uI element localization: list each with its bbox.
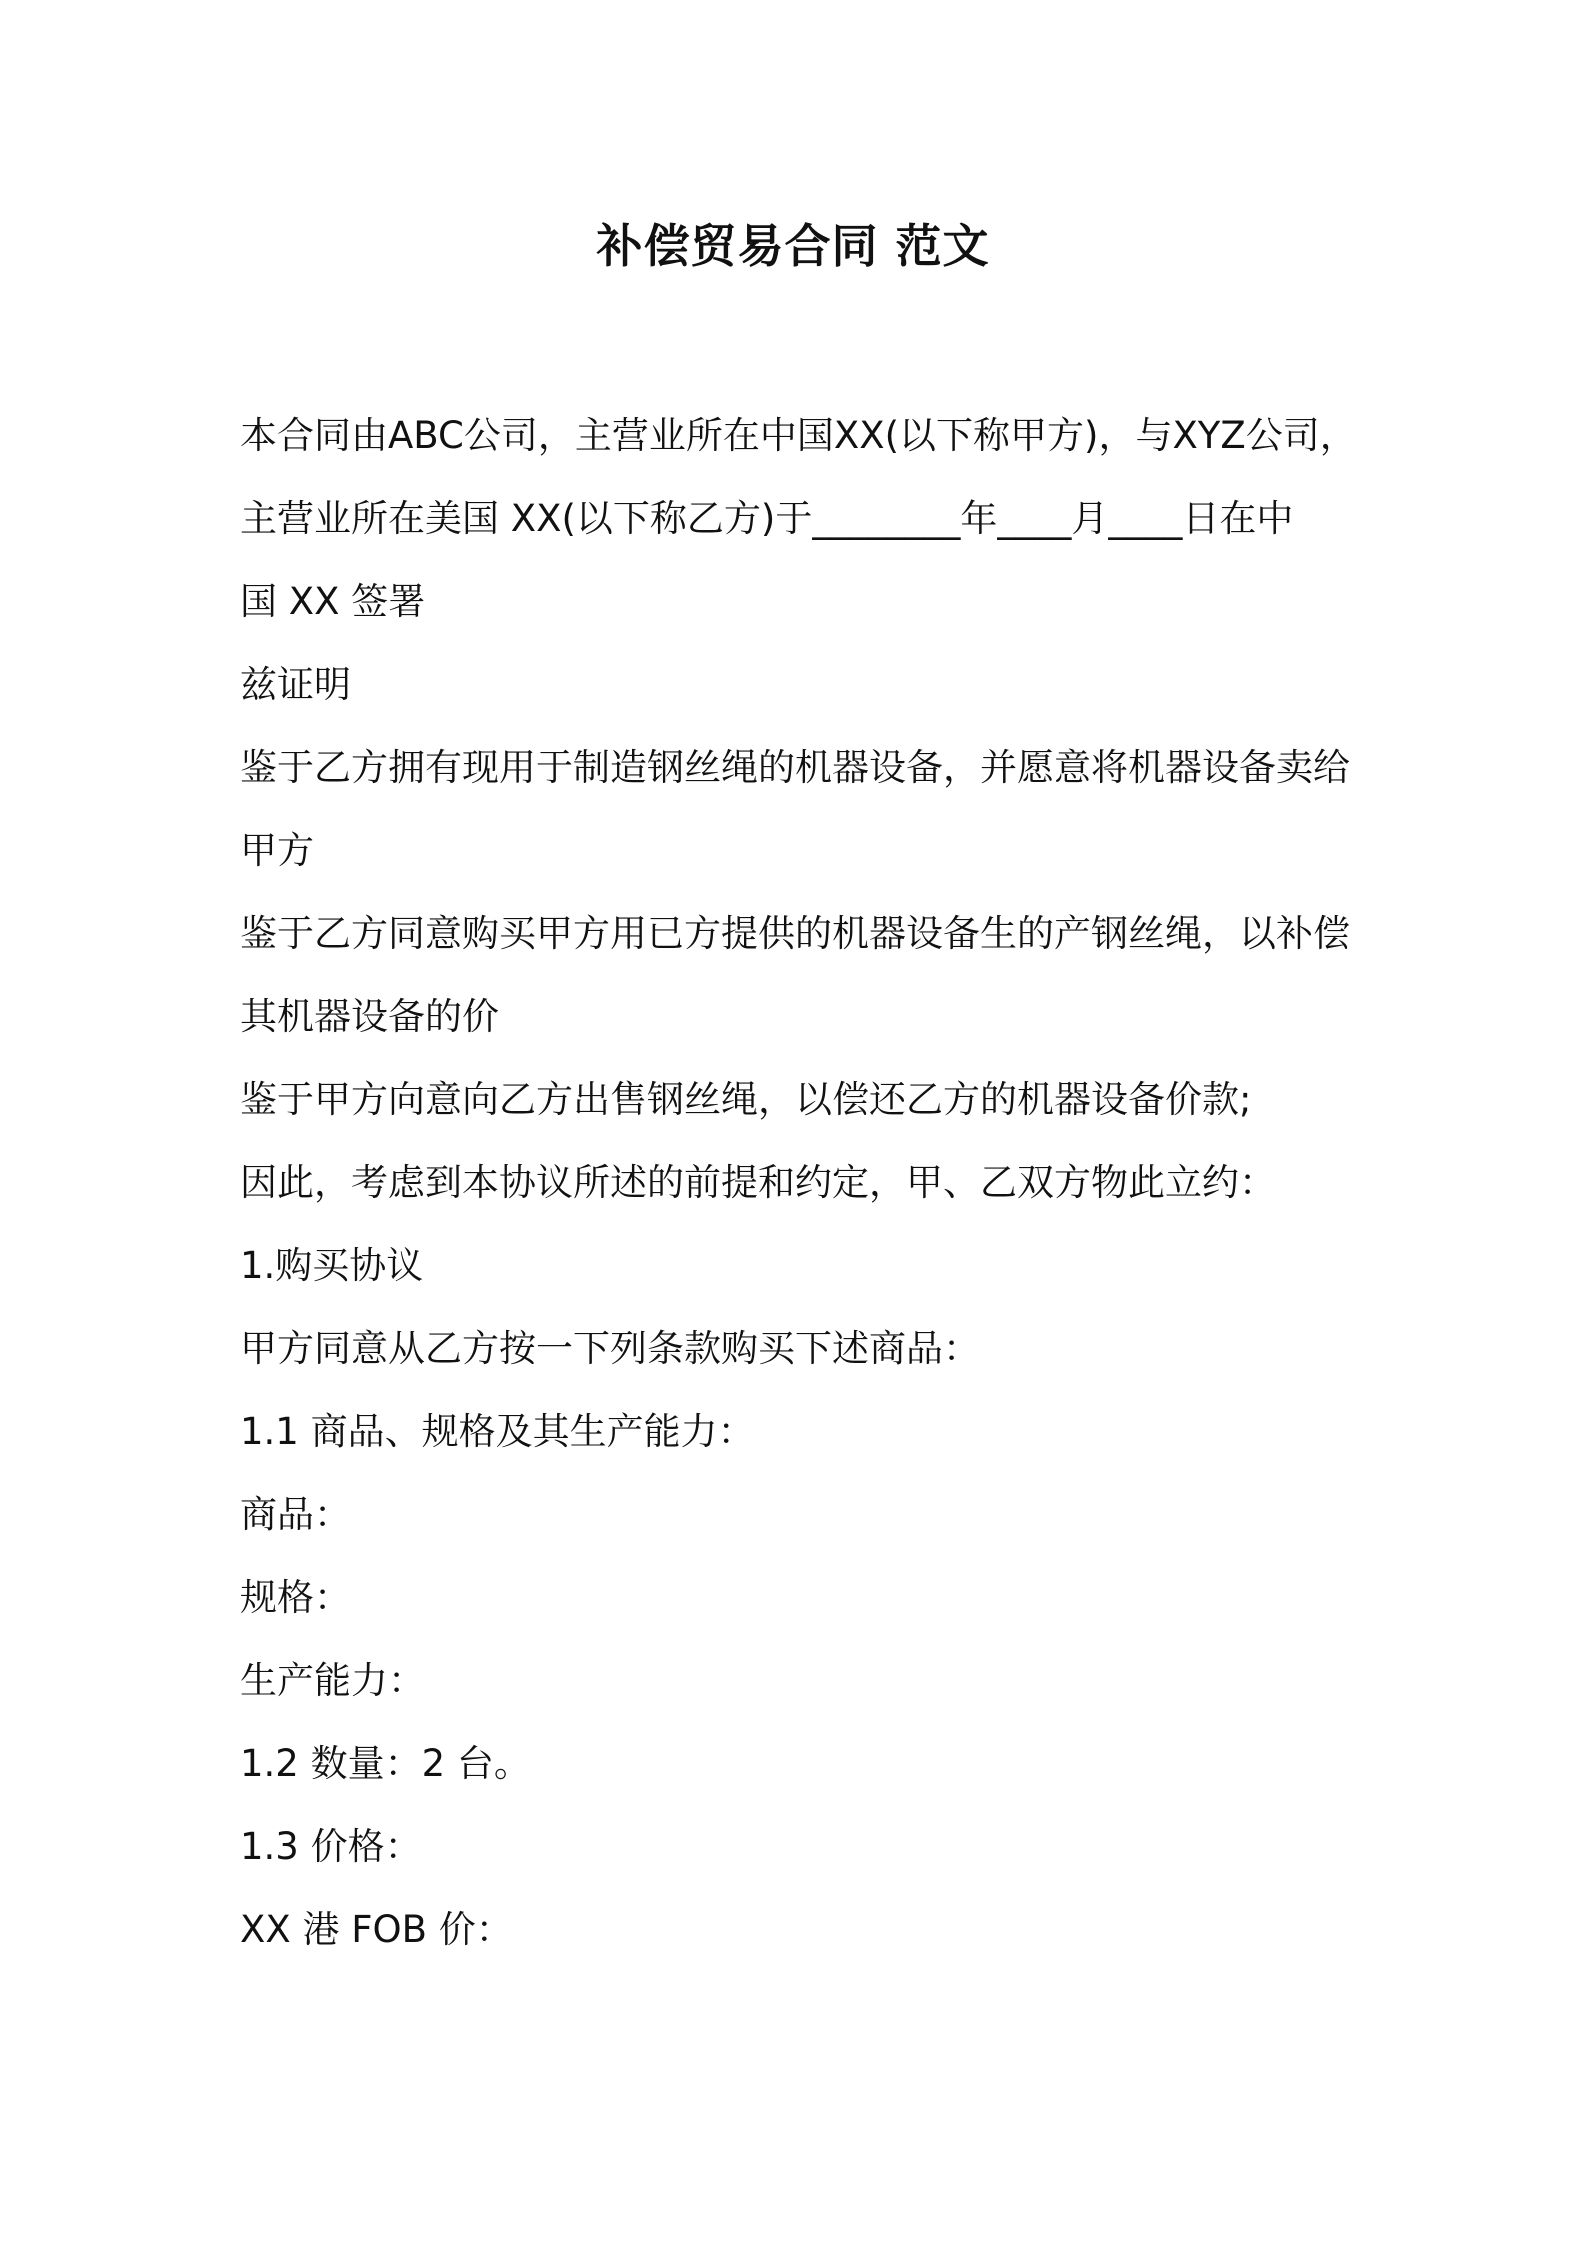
field-label-specification: 规格： xyxy=(240,1576,351,1619)
field-label-capacity: 生产能力： xyxy=(240,1659,425,1702)
subsection-1-1: 1.1 商品、规格及其生产能力： xyxy=(240,1410,755,1453)
contract-line-parties-2: 主营业所在美国 XX(以下称乙方)于________年____月____日在中 xyxy=(240,497,1294,540)
contract-line-whereas-1b: 甲方 xyxy=(240,829,314,872)
contract-line-whereas-2a: 鉴于乙方同意购买甲方用已方提供的机器设备生的产钢丝绳，以补偿 xyxy=(240,912,1350,955)
document-title: 补偿贸易合同 范文 xyxy=(596,219,990,273)
field-label-fob-price: XX 港 FOB 价： xyxy=(240,1908,513,1951)
subsection-1-2-quantity: 1.2 数量：2 台。 xyxy=(240,1742,531,1785)
section-heading-purchase: 1.购买协议 xyxy=(240,1244,424,1287)
field-label-goods: 商品： xyxy=(240,1493,351,1536)
subsection-1-3-price: 1.3 价格： xyxy=(240,1825,422,1868)
contract-line-witnesseth: 兹证明 xyxy=(240,663,351,706)
contract-line-therefore: 因此，考虑到本协议所述的前提和约定，甲、乙双方物此立约： xyxy=(240,1161,1276,1204)
contract-line-whereas-3: 鉴于甲方向意向乙方出售钢丝绳，以偿还乙方的机器设备价款; xyxy=(240,1078,1252,1121)
contract-line-parties-3: 国 XX 签署 xyxy=(240,580,426,623)
contract-line-parties-1: 本合同由ABC公司，主营业所在中国XX(以下称甲方)，与XYZ公司， xyxy=(240,414,1357,457)
contract-line-whereas-2b: 其机器设备的价 xyxy=(240,995,499,1038)
contract-line-purchase-terms: 甲方同意从乙方按一下列条款购买下述商品： xyxy=(240,1327,980,1370)
contract-line-whereas-1a: 鉴于乙方拥有现用于制造钢丝绳的机器设备，并愿意将机器设备卖给 xyxy=(240,746,1350,789)
